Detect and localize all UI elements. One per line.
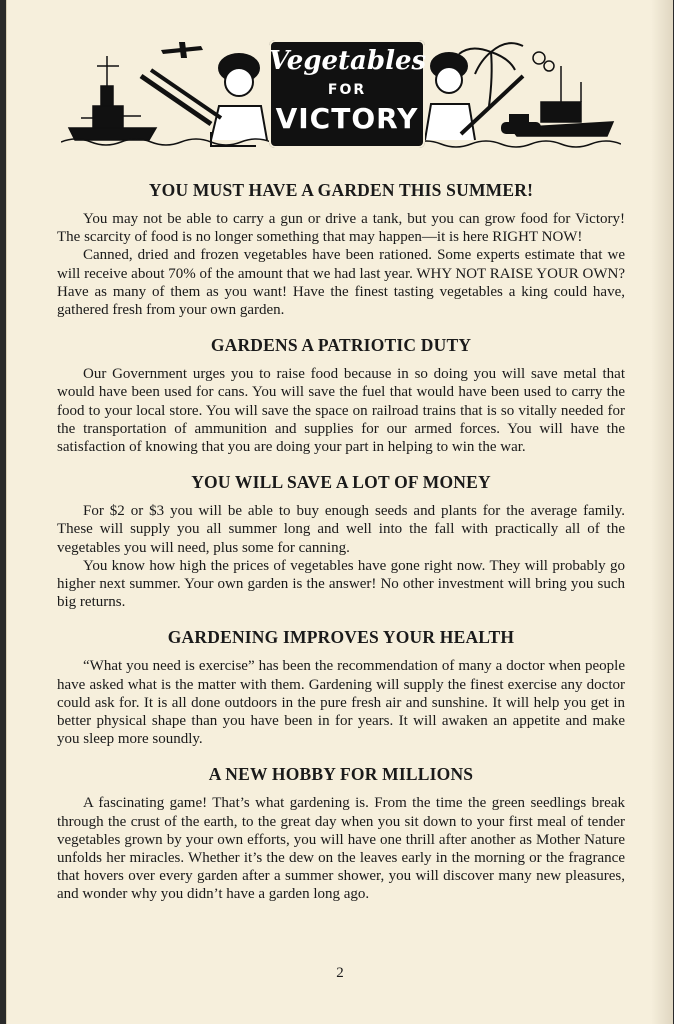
- paragraph: You know how high the prices of vegetables have gone right now. They will probably go higher next summer. Your own garden is the answer! No other investment will bring you such big returns.: [57, 557, 625, 611]
- section-heading: GARDENS A PATRIOTIC DUTY: [210, 335, 472, 356]
- section-heading: A NEW HOBBY FOR MILLIONS: [208, 764, 474, 785]
- section-patriotic-duty: [57, 335, 625, 456]
- article-body: [57, 180, 625, 920]
- title-line-victory: VICTORY: [275, 102, 419, 135]
- battleship-left-icon: [69, 56, 156, 140]
- paragraph: Canned, dried and frozen vegetables have been rationed. Some experts estimate that we will receive about 70% of the amount that we had last year. WHY NOT RAISE YOUR OWN? Have as many of them as you want! Have the finest tasting vegetables a king could have, gathered fresh from your own garden.: [57, 247, 625, 319]
- section-must-have-garden: [57, 180, 625, 319]
- paragraph: Our Government urges you to raise food because in so doing you will save metal that would have been used for cans. You will save the fuel that would have been used to carry the food to your local store. You will save the space on railroad trains that is so vitally needed for the transportation of ammunition and supplies for our armed forces. You will have the satisfaction of knowing that you are doing your part in helping to win the war.: [57, 366, 625, 456]
- waves-right: [411, 141, 621, 147]
- section-improves-health: [57, 627, 625, 748]
- paragraph: For $2 or $3 you will be able to buy enough seeds and plants for the average family. These will supply you all summer long and well into the fall with practically all of the vegetables you will need, plus some for canning.: [57, 503, 625, 556]
- section-save-money: [57, 472, 625, 611]
- paragraph: A fascinating game! That’s what gardening is. From the time the green seedlings break through the crust of the earth, to the great day when you sit down to your first meal of tender vegetables grown by your own efforts, you will have one thrill after another as Mother Nature unfolds her miracles. Whether it’s the dew on the leaves early in the morning or the fragrance that hovers over every garden after a summer shower, you will discover many new pleasures, and wonder why you didn’t have a garden long ago.: [57, 795, 625, 903]
- title-line-vegetables: Vegetables: [269, 46, 427, 76]
- palm-tree-icon: [459, 43, 523, 106]
- document-page: [6, 0, 673, 1024]
- paragraph: “What you need is exercise” has been the recommendation of many a doctor when people have asked what is the matter with them. Gardening will supply the finest exercise any doctor could ask for. It is all done outdoors in the pure fresh air and sunshine. It will help you get in better physical shape than you have been in for years. It will awaken an appetite and make you sleep more soundly.: [57, 658, 625, 748]
- section-heading: GARDENING IMPROVES YOUR HEALTH: [167, 627, 515, 648]
- section-heading: YOU WILL SAVE A LOT OF MONEY: [191, 472, 491, 493]
- section-heading: YOU MUST HAVE A GARDEN THIS SUMMER!: [148, 180, 534, 200]
- victory-title-box: [269, 40, 425, 148]
- page-gutter-shadow: [651, 0, 673, 1024]
- page-number: 2: [336, 965, 344, 981]
- section-new-hobby: [57, 764, 625, 903]
- soldier-left-icon: [141, 54, 267, 146]
- airplane-icon: [161, 42, 203, 58]
- title-line-for: FOR: [327, 82, 367, 98]
- tank-icon: [501, 114, 541, 134]
- paragraph: You may not be able to carry a gun or drive a tank, but you can grow food for Victory! The scarcity of food is no longer something that may happen—it is here RIGHT NOW!: [57, 211, 625, 246]
